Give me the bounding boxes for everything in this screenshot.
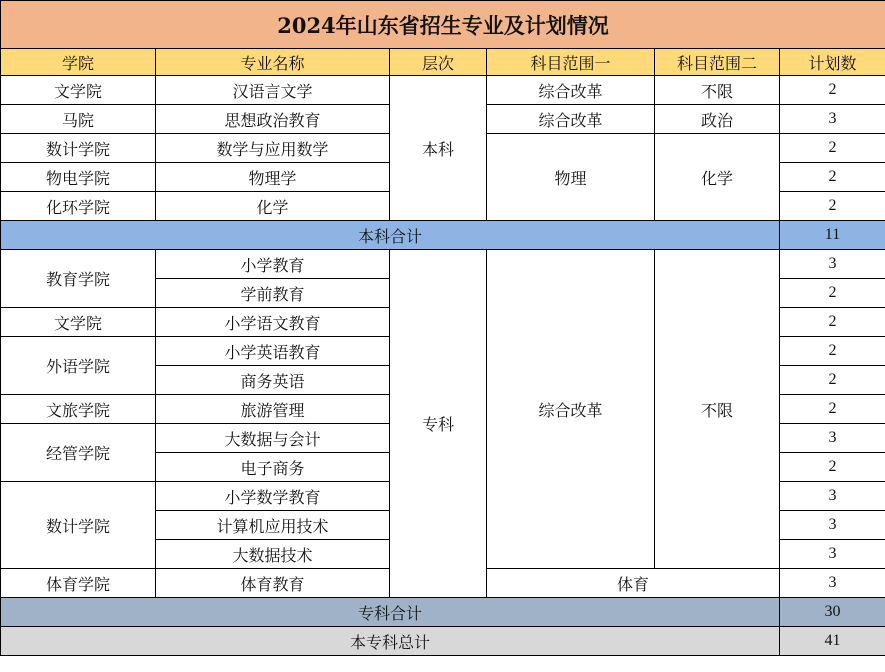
grand-total-count: 41 [780,627,885,656]
subject2-cell: 政治 [655,105,780,134]
major-cell: 体育教育 [156,569,390,598]
college-cell: 文学院 [1,76,156,105]
pe-subject-cell: 体育 [487,569,780,598]
major-cell: 小学英语教育 [156,337,390,366]
header-subject-range-2: 科目范围二 [655,49,780,76]
major-cell: 旅游管理 [156,395,390,424]
count-cell: 2 [780,366,885,395]
major-cell: 数学与应用数学 [156,134,390,163]
subject1-group-cell: 物理 [487,134,655,221]
count-cell: 3 [780,105,885,134]
undergrad-subtotal-row [1,221,885,250]
count-cell: 3 [780,482,885,511]
count-cell: 2 [780,76,885,105]
major-cell: 小学数学教育 [156,482,390,511]
level-cell-junior: 专科 [390,250,487,598]
college-cell: 物电学院 [1,163,156,192]
college-cell: 化环学院 [1,192,156,221]
header-major: 专业名称 [156,49,390,76]
count-cell: 2 [780,192,885,221]
major-cell: 商务英语 [156,366,390,395]
college-cell: 文学院 [1,308,156,337]
college-cell: 外语学院 [1,337,156,395]
major-cell: 思想政治教育 [156,105,390,134]
major-cell: 化学 [156,192,390,221]
subject1-group-cell: 综合改革 [487,250,655,569]
college-cell: 数计学院 [1,482,156,569]
undergrad-subtotal-count: 11 [780,221,885,250]
junior-subtotal-count: 30 [780,598,885,627]
college-cell: 体育学院 [1,569,156,598]
major-cell: 计算机应用技术 [156,511,390,540]
table-row [1,76,885,105]
subject2-group-cell: 不限 [655,250,780,569]
major-cell: 物理学 [156,163,390,192]
college-cell: 教育学院 [1,250,156,308]
count-cell: 2 [780,308,885,337]
major-cell: 学前教育 [156,279,390,308]
count-cell: 2 [780,337,885,366]
count-cell: 3 [780,250,885,279]
major-cell: 汉语言文学 [156,76,390,105]
count-cell: 2 [780,134,885,163]
header-subject-range-1: 科目范围一 [487,49,655,76]
grand-total-row [1,627,885,656]
subject2-group-cell: 化学 [655,134,780,221]
level-cell-undergrad: 本科 [390,76,487,221]
major-cell: 小学教育 [156,250,390,279]
count-cell: 3 [780,424,885,453]
college-cell: 文旅学院 [1,395,156,424]
subject1-cell: 综合改革 [487,105,655,134]
count-cell: 2 [780,163,885,192]
junior-subtotal-label: 专科合计 [1,598,780,627]
junior-subtotal-row [1,598,885,627]
count-cell: 3 [780,511,885,540]
grand-total-label: 本专科总计 [1,627,780,656]
header-college: 学院 [1,49,156,76]
college-cell: 经管学院 [1,424,156,482]
count-cell: 3 [780,540,885,569]
table-row [1,250,885,279]
count-cell: 3 [780,569,885,598]
count-cell: 2 [780,395,885,424]
major-cell: 大数据与会计 [156,424,390,453]
college-cell: 马院 [1,105,156,134]
subject1-cell: 综合改革 [487,76,655,105]
count-cell: 2 [780,453,885,482]
count-cell: 2 [780,279,885,308]
title-row [1,1,885,49]
undergrad-subtotal-label: 本科合计 [1,221,780,250]
subject2-cell: 不限 [655,76,780,105]
major-cell: 大数据技术 [156,540,390,569]
header-level: 层次 [390,49,487,76]
major-cell: 小学语文教育 [156,308,390,337]
header-plan-count: 计划数 [780,49,885,76]
header-row [1,49,885,76]
table-title: 2024年山东省招生专业及计划情况 [1,1,885,49]
major-cell: 电子商务 [156,453,390,482]
college-cell: 数计学院 [1,134,156,163]
